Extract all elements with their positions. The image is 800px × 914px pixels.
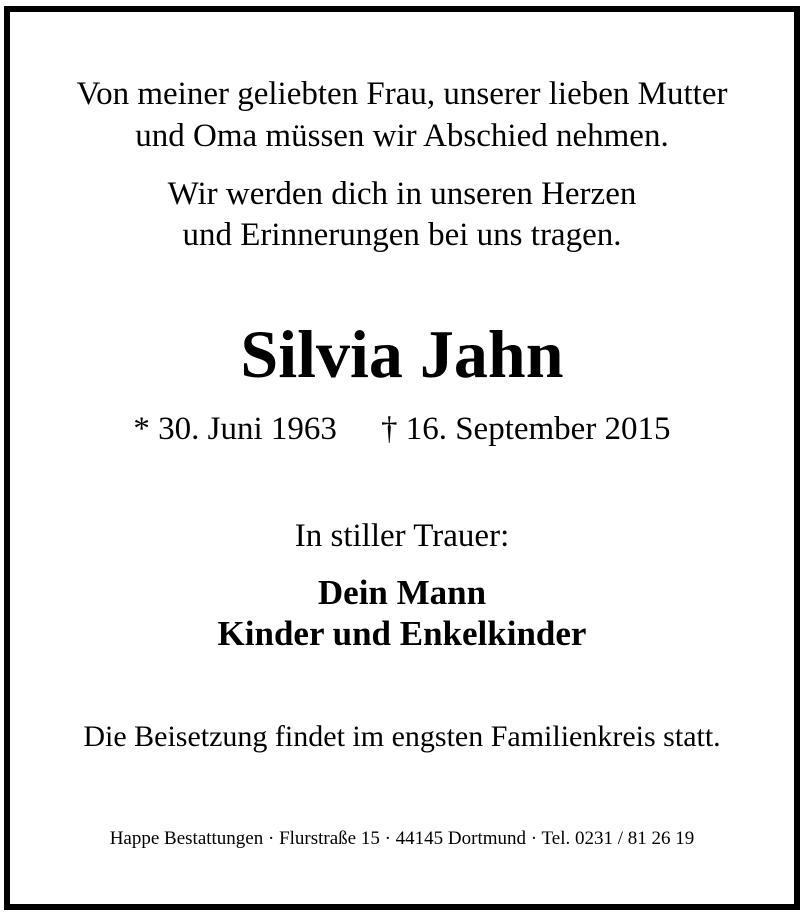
mourner-line-1: Dein Mann	[317, 573, 487, 612]
funeral-home-footer: Happe Bestattungen · Flurstraße 15 · 44145 Dortmund · Tel. 0231 / 81 26 19	[109, 828, 695, 849]
life-dates	[10, 413, 794, 446]
intro-line-1: Von meiner geliebten Frau, unserer lieben Mutter	[76, 76, 728, 112]
burial-note: Die Beisetzung findet im engsten Familienkreis statt.	[83, 720, 721, 753]
death-date: † 16. September 2015	[380, 411, 671, 447]
birth-date: * 30. Juni 1963	[133, 411, 337, 447]
intro-line-4: und Erinnerungen bei uns tragen.	[182, 217, 622, 253]
intro-line-2: und Oma müssen wir Abschied nehmen.	[135, 118, 669, 154]
mourning-heading: In stiller Trauer:	[294, 518, 510, 554]
intro-line-3: Wir werden dich in unseren Herzen	[167, 176, 637, 212]
mourner-line-2: Kinder und Enkelkinder	[217, 614, 587, 653]
obituary-frame	[4, 6, 800, 910]
deceased-name: Silvia Jahn	[240, 316, 564, 392]
